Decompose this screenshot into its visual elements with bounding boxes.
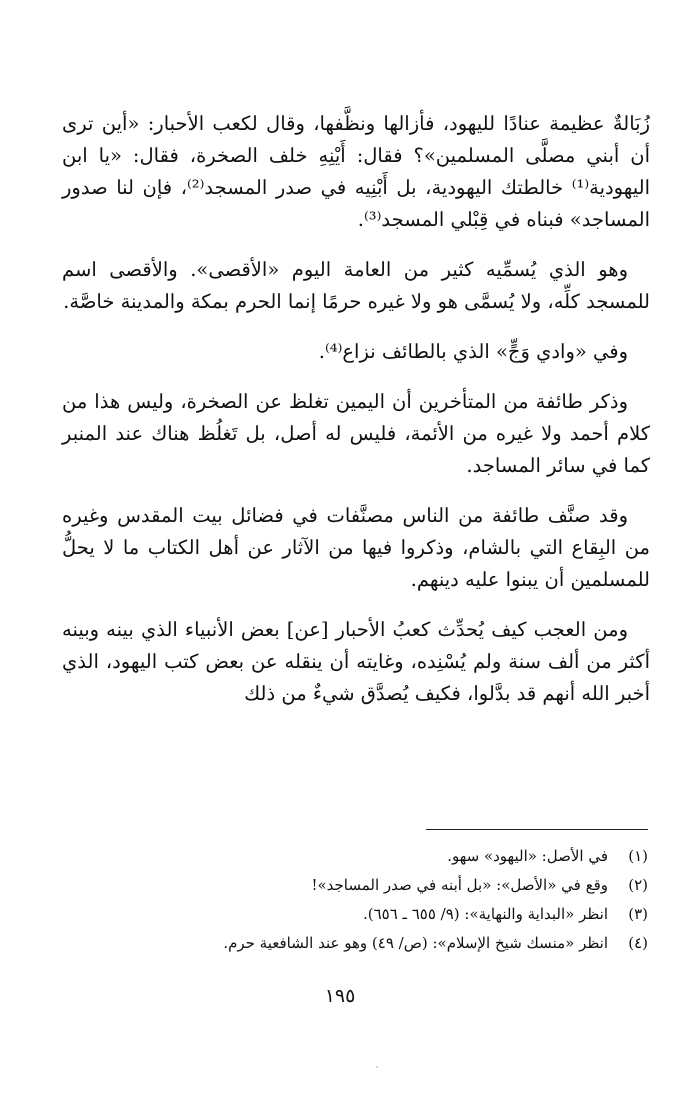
footnote-number: (٣) xyxy=(628,905,648,923)
footnote-3 xyxy=(62,900,648,929)
body-text xyxy=(62,108,650,728)
scan-speck xyxy=(376,1066,378,1068)
footnote-text: وقع في «الأصل»: «بل أبنه في صدر المساجد»! xyxy=(311,876,608,894)
footnote-number: (١) xyxy=(628,847,648,865)
footnote-text: انظر «منسك شيخ الإسلام»: (ص/ ٤٩) وهو عند الشافعية حرم. xyxy=(223,934,608,952)
footnote-4 xyxy=(62,929,648,958)
page-number: ١٩٥ xyxy=(324,985,356,1007)
paragraph-3: وفي «وادي وَجٍّ» الذي بالطائف نزاع⁽⁴⁾. xyxy=(318,340,628,363)
paragraph-6: ومن العجب كيف يُحدِّث كعبُ الأحبار [عن] بعض الأنبياء الذي بينه وبينه أكثر من ألف سنة ولم يُسْنِده، وغايته أن ينقله عن بعض كتب اليهود، الذي أخبر الله أنهم قد بدَّلوا، فكيف يُصدَّق شيءٌ من ذلك xyxy=(62,618,650,705)
paragraph-1: زُبَالةٌ عظيمة عنادًا لليهود، فأزالها ونظَّفها، وقال لكعب الأحبار: «أين ترى أن أبني مصلَّى المسلمين»؟ فقال: أَيْنِهِ خلف الصخرة، فقال: «يا ابن اليهودية⁽¹⁾ خالطتك اليهودية، بل أَبْنِيه في صدر المسجد⁽²⁾، فإن لنا صدور المساجد» فبناه في قِبْلي المسجد⁽³⁾. xyxy=(62,112,650,231)
footnote-text: انظر «البداية والنهاية»: (٩/ ٦٥٥ ـ ٦٥٦). xyxy=(362,905,608,923)
footnote-text: في الأصل: «اليهود» سهو. xyxy=(447,847,608,865)
footnote-separator xyxy=(426,829,648,830)
footnote-number: (٤) xyxy=(628,934,648,952)
paragraph-4: وذكر طائفة من المتأخرين أن اليمين تغلظ عن الصخرة، وليس هذا من كلام أحمد ولا غيره من الأئمة، فليس له أصل، بل تَغلُظ هناك عند المنبر كما في سائر المساجد. xyxy=(62,390,650,477)
footnote-1 xyxy=(62,842,648,871)
footnote-2 xyxy=(62,871,648,900)
footnotes xyxy=(62,842,648,958)
paragraph-5: وقد صنَّف طائفة من الناس مصنَّفات في فضائل بيت المقدس وغيره من البِقاع التي بالشام، وذكروا فيها من الآثار عن أهل الكتاب ما لا يحلُّ للمسلمين أن يبنوا عليه دينهم. xyxy=(62,504,650,591)
footnote-number: (٢) xyxy=(628,876,648,894)
paragraph-2: وهو الذي يُسمِّيه كثير من العامة اليوم «الأقصى». والأقصى اسم للمسجد كلِّه، ولا يُسمَّى هو ولا غيره حرمًا إنما الحرم بمكة والمدينة خاصَّة. xyxy=(62,258,650,313)
